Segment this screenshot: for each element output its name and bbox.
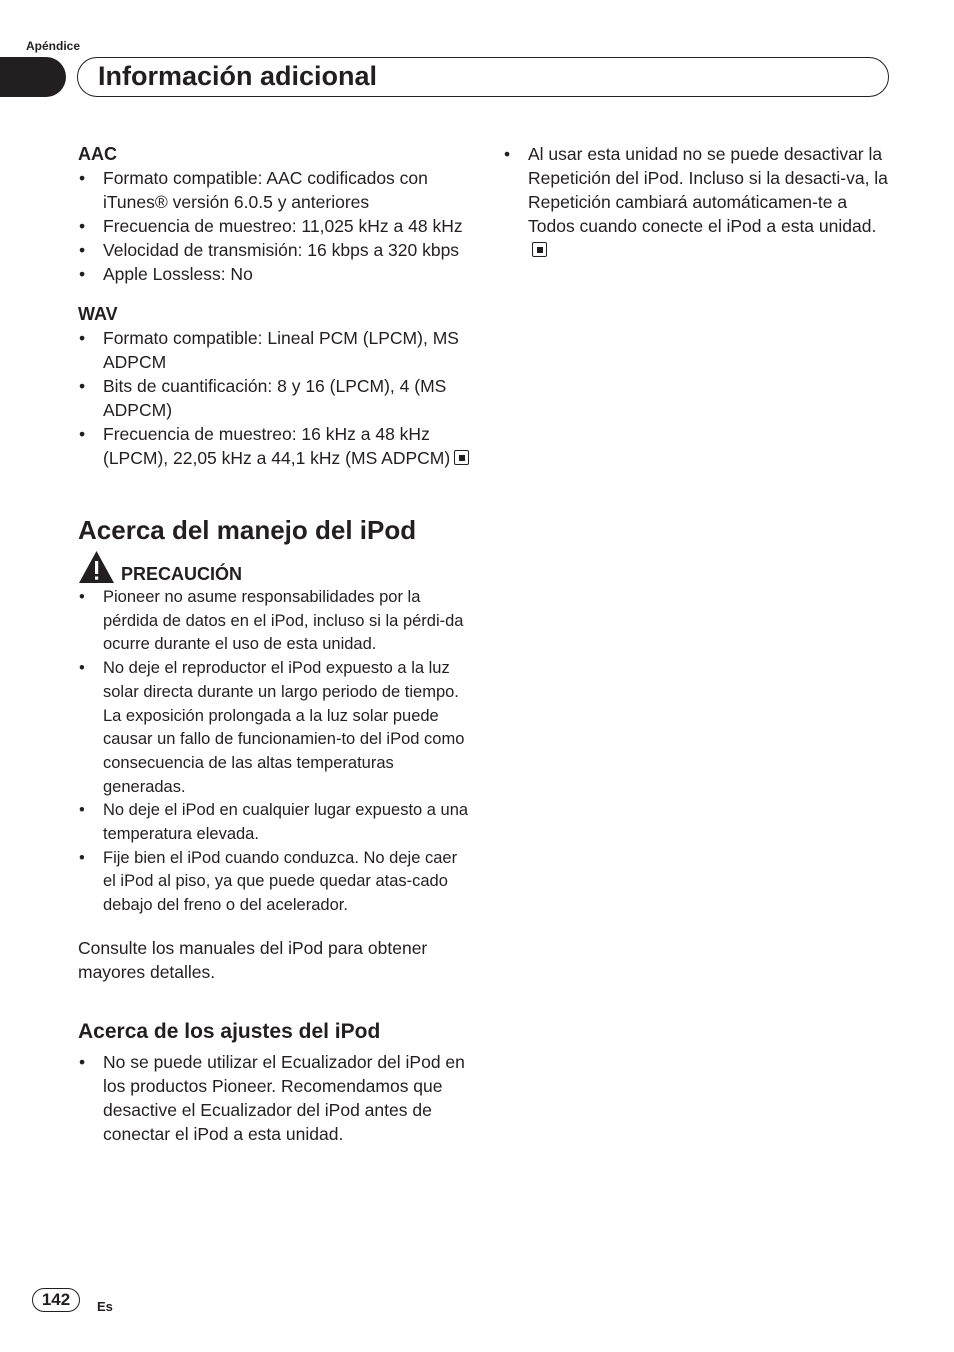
list-item: • Formato compatible: AAC codificados con iTunes® versión 6.0.5 y anteriores bbox=[78, 166, 470, 214]
section-label: Apéndice bbox=[26, 39, 81, 53]
list-item: • No se puede utilizar el Ecualizador del iPod en los productos Pioneer. Recomendamos que desactive el Ecualizador del iPod antes de conectar el iPod a esta unidad. bbox=[78, 1050, 470, 1146]
right-column bbox=[503, 142, 895, 262]
end-mark-icon bbox=[532, 242, 547, 257]
list-item: • Apple Lossless: No bbox=[78, 262, 470, 286]
aac-heading: AAC bbox=[78, 144, 117, 164]
section-tab bbox=[0, 57, 66, 97]
ipod-settings-title: Acerca de los ajustes del iPod bbox=[78, 1019, 381, 1043]
caution-list bbox=[78, 586, 470, 918]
list-item: • Bits de cuantificación: 8 y 16 (LPCM), 4 (MS ADPCM) bbox=[78, 374, 470, 422]
list-item: • Velocidad de transmisión: 16 kbps a 320 kbps bbox=[78, 238, 470, 262]
list-item: • Pioneer no asume responsabilidades por la pérdida de datos en el iPod, incluso si la pérdi-da ocurre durante el uso de esta unidad. bbox=[78, 586, 470, 657]
ipod-settings-list bbox=[78, 1050, 470, 1146]
caution-label: PRECAUCIÓN bbox=[121, 564, 243, 584]
left-column bbox=[78, 142, 470, 1146]
list-item: • Fije bien el iPod cuando conduzca. No deje caer el iPod al piso, ya que puede quedar atas-cado debajo del freno o del acelerador. bbox=[78, 847, 470, 918]
list-item: • Frecuencia de muestreo: 11,025 kHz a 48 kHz bbox=[78, 214, 470, 238]
page-title: Información adicional bbox=[98, 61, 378, 91]
warning-icon bbox=[78, 550, 115, 584]
list-item: • No deje el iPod en cualquier lugar expuesto a una temperatura elevada. bbox=[78, 799, 470, 846]
language-code: Es bbox=[97, 1299, 113, 1314]
ipod-note: Consulte los manuales del iPod para obtener mayores detalles. bbox=[78, 937, 428, 982]
wav-heading: WAV bbox=[78, 304, 118, 324]
right-list bbox=[503, 142, 895, 262]
list-item: • Frecuencia de muestreo: 16 kHz a 48 kHz (LPCM), 22,05 kHz a 44,1 kHz (MS ADPCM) bbox=[78, 422, 470, 470]
ipod-handling-title: Acerca del manejo del iPod bbox=[78, 515, 417, 545]
page-number: 142 bbox=[32, 1288, 80, 1312]
end-mark-icon bbox=[454, 450, 469, 465]
list-item: • Al usar esta unidad no se puede desactivar la Repetición del iPod. Incluso si la desacti-va, la Repetición cambiará automáticamen-te a Todos cuando conecte el iPod a esta unidad. bbox=[503, 142, 895, 262]
caution-header bbox=[78, 546, 470, 584]
list-item: • No deje el reproductor el iPod expuesto a la luz solar directa durante un largo periodo de tiempo. La exposición prolongada a la luz solar puede causar un fallo de funcionamien-to del iPod como consecuencia de las altas temperaturas generadas. bbox=[78, 657, 470, 799]
list-item: • Formato compatible: Lineal PCM (LPCM), MS ADPCM bbox=[78, 326, 470, 374]
wav-list bbox=[78, 326, 470, 470]
aac-list bbox=[78, 166, 470, 286]
